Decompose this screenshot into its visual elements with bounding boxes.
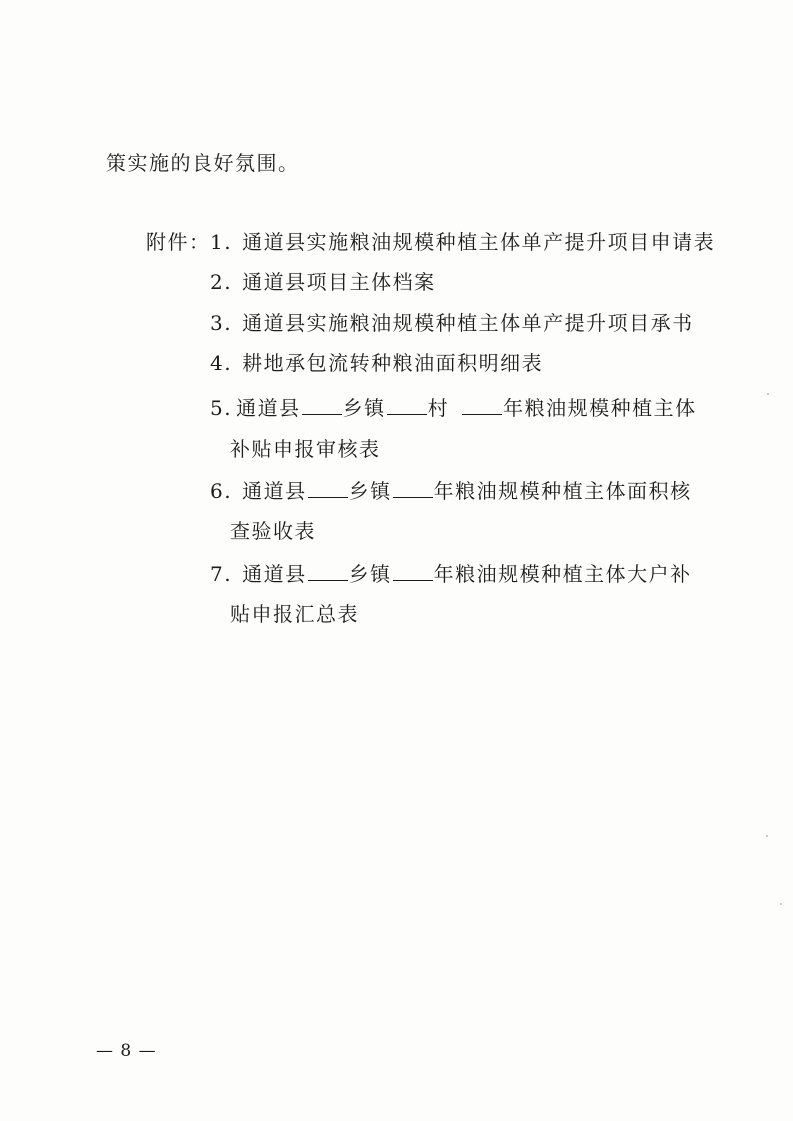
attachment-number: 2. bbox=[210, 270, 233, 294]
attachment-title: 通道县实施粮油规模种植主体单产提升项目申请表 bbox=[242, 230, 716, 254]
attachment-title-part: 乡镇 bbox=[348, 479, 392, 503]
fill-blank bbox=[308, 562, 348, 581]
fill-blank bbox=[302, 396, 342, 415]
attachment-number: 5. bbox=[210, 396, 233, 420]
attachment-title-part: 年粮油规模种植主体 bbox=[503, 396, 697, 420]
fill-blank bbox=[462, 396, 502, 415]
attachment-title: 通道县实施粮油规模种植主体单产提升项目承书 bbox=[242, 311, 694, 335]
attachment-title-part: 年粮油规模种植主体大户补 bbox=[433, 562, 692, 586]
attachment-title: 耕地承包流转种粮油面积明细表 bbox=[242, 351, 544, 375]
attachment-item-6-continued: 查验收表 bbox=[230, 519, 316, 543]
attachment-title-part: 通道县 bbox=[242, 562, 307, 586]
attachment-item-5-continued: 补贴申报审核表 bbox=[230, 437, 381, 461]
attachment-number: 4. bbox=[210, 351, 233, 375]
attachment-item-4 bbox=[210, 350, 543, 376]
page-number: — 8 — bbox=[96, 1041, 157, 1061]
attachment-title: 通道县项目主体档案 bbox=[242, 270, 436, 294]
attachment-title-part: 年粮油规模种植主体面积核 bbox=[433, 479, 692, 503]
fill-blank bbox=[308, 479, 348, 498]
scan-speck bbox=[780, 903, 782, 905]
attachment-number: 1. bbox=[210, 230, 233, 254]
fill-blank bbox=[393, 562, 433, 581]
attachment-item-2 bbox=[210, 269, 436, 295]
attachment-item-3 bbox=[210, 310, 694, 336]
attachment-item-7 bbox=[210, 561, 692, 587]
fill-blank bbox=[393, 479, 433, 498]
attachment-title-part: 村 bbox=[427, 396, 450, 420]
attachment-title-part: 通道县 bbox=[236, 396, 301, 420]
attachments-label: 附件： bbox=[146, 230, 211, 254]
scan-speck bbox=[767, 393, 769, 395]
attachment-number: 3. bbox=[210, 311, 233, 335]
body-paragraph-end: 策实施的良好氛围。 bbox=[106, 151, 300, 175]
attachment-item-6 bbox=[210, 478, 692, 504]
attachment-title-part: 乡镇 bbox=[342, 396, 386, 420]
attachment-number: 6. bbox=[210, 479, 233, 503]
attachment-item-1 bbox=[210, 229, 715, 255]
attachment-item-7-continued: 贴申报汇总表 bbox=[230, 602, 359, 626]
attachment-title-part: 乡镇 bbox=[348, 562, 392, 586]
attachment-item-5 bbox=[210, 395, 697, 421]
attachment-number: 7. bbox=[210, 562, 233, 586]
scan-speck bbox=[766, 835, 768, 837]
fill-blank bbox=[387, 396, 427, 415]
attachment-title-part: 通道县 bbox=[242, 479, 307, 503]
